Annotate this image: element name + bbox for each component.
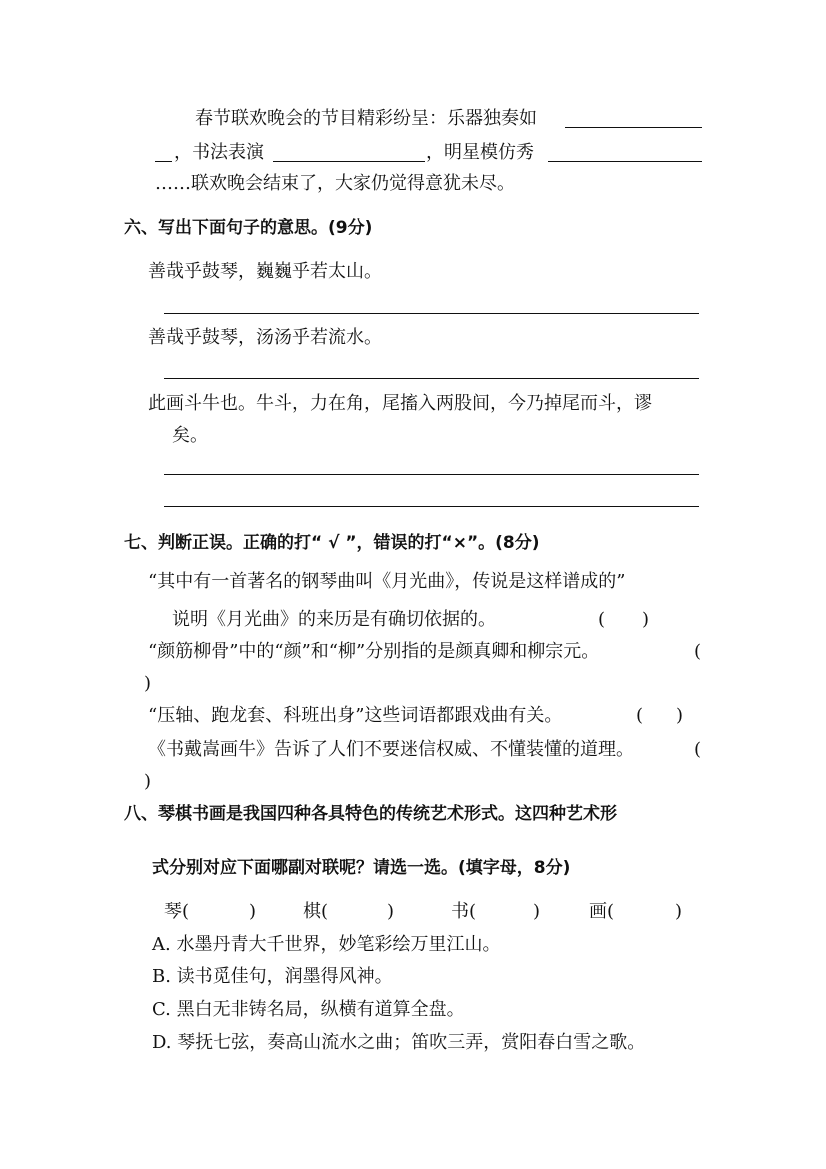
option-d: D. 琴抚七弦，奏高山流水之曲；笛吹三弄，赏阳春白雪之歌。: [152, 1032, 646, 1053]
answer-blank[interactable]: [155, 161, 172, 162]
paren-close: ): [249, 901, 257, 922]
passage-line: 春节联欢晚会的节目精彩纷呈：乐器独奏如: [195, 108, 537, 129]
sentence: 此画斗牛也。牛斗，力在角，尾搐入两股间，今乃掉尾而斗，谬: [148, 393, 652, 414]
art-shu-label[interactable]: 书(: [451, 901, 477, 922]
statement: “颜筋柳骨”中的“颜”和“柳”分别指的是颜真卿和柳宗元。: [148, 641, 600, 662]
answer-paren-open[interactable]: (: [694, 739, 702, 760]
answer-paren-close: ): [144, 673, 152, 694]
answer-paren-close: ): [642, 609, 650, 630]
art-qin-label[interactable]: 琴(: [164, 901, 190, 922]
answer-blank[interactable]: [273, 161, 425, 162]
option-a: A. 水墨丹青大千世界，妙笔彩绘万里江山。: [152, 934, 501, 955]
answer-line[interactable]: [164, 474, 699, 475]
answer-paren-open[interactable]: (: [598, 609, 606, 630]
answer-line[interactable]: [164, 378, 699, 379]
statement: “压轴、跑龙套、科班出身”这些词语都跟戏曲有关。: [148, 705, 563, 726]
paren-close: ): [533, 901, 541, 922]
statement: 说明《月光曲》的来历是有确切依据的。: [172, 609, 496, 630]
paren-close: ): [675, 901, 683, 922]
passage-line: ，书法表演: [174, 142, 264, 163]
answer-paren-open[interactable]: (: [694, 641, 702, 662]
paren-close: ): [387, 901, 395, 922]
option-b: B. 读书觅佳句，润墨得风神。: [152, 966, 393, 987]
art-qi-label[interactable]: 棋(: [303, 901, 329, 922]
answer-paren-close: ): [144, 771, 152, 792]
answer-blank[interactable]: [548, 161, 702, 162]
answer-blank[interactable]: [565, 127, 702, 128]
section-8-title-cont: 式分别对应下面哪副对联呢？请选一选。(填字母，8分): [152, 858, 571, 878]
section-7-title: 七、判断正误。正确的打“ √ ”，错误的打“×”。(8分): [124, 533, 540, 553]
answer-paren-open[interactable]: (: [636, 705, 644, 726]
option-c: C. 黑白无非铸名局，纵横有道算全盘。: [152, 999, 465, 1020]
answer-paren-close: ): [676, 705, 684, 726]
passage-line: ，明星模仿秀: [426, 142, 534, 163]
statement: 《书戴嵩画牛》告诉了人们不要迷信权威、不懂装懂的道理。: [148, 739, 634, 760]
sentence: 善哉乎鼓琴，巍巍乎若太山。: [148, 261, 382, 282]
statement: “其中有一首著名的钢琴曲叫《月光曲》，传说是这样谱成的”: [148, 571, 626, 592]
art-hua-label[interactable]: 画(: [589, 901, 615, 922]
section-8-title: 八、琴棋书画是我国四种各具特色的传统艺术形式。这四种艺术形: [124, 804, 617, 824]
section-6-title: 六、写出下面句子的意思。(9分): [124, 218, 373, 238]
answer-line[interactable]: [164, 313, 699, 314]
sentence: 矣。: [172, 425, 208, 446]
passage-line: ……联欢晚会结束了，大家仍觉得意犹未尽。: [155, 173, 515, 194]
answer-line[interactable]: [164, 506, 699, 507]
sentence: 善哉乎鼓琴，汤汤乎若流水。: [148, 327, 382, 348]
